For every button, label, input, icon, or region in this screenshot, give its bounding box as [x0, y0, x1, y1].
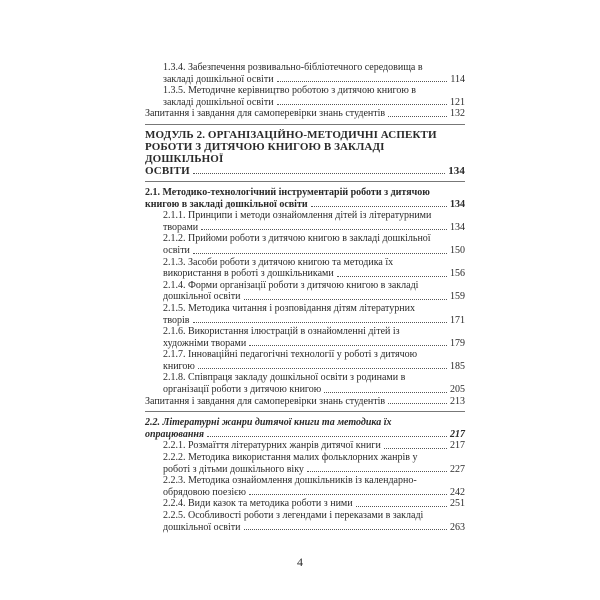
toc-entry-text: 2.2.4. Види казок та методика роботи з ними [163, 498, 353, 510]
toc-entry-text: Запитання і завдання для самоперевірки знань студентів [145, 395, 386, 407]
toc-entry-text: 2.1.6. Використання ілюстрацій в ознайомленні дітей із [163, 326, 400, 338]
toc-entry-text: використання в роботі з дошкільниками [163, 268, 334, 280]
dot-leader [193, 322, 447, 323]
dot-leader [249, 494, 447, 495]
toc-entry[interactable] [145, 452, 465, 475]
toc-page-number: 217 [450, 428, 465, 440]
dot-leader [388, 116, 447, 117]
dot-leader [201, 229, 447, 230]
toc-entry[interactable] [145, 129, 465, 177]
toc-entry[interactable] [145, 303, 465, 326]
toc-entry[interactable] [145, 498, 465, 510]
toc-entry-text: 1.3.4. Забезпечення розвивально-бібліотечного середовища в [163, 62, 423, 73]
toc-entry[interactable] [145, 187, 465, 210]
toc-entry[interactable] [145, 440, 465, 452]
toc-entry[interactable] [145, 210, 465, 233]
toc-page-number: 179 [450, 337, 465, 349]
toc-page-number: 251 [450, 498, 465, 510]
toc-entry[interactable] [145, 372, 465, 395]
toc-entry-text: 2.2.3. Методика ознайомлення дошкільників із календарно- [163, 475, 417, 487]
toc-entry-text: книгою в закладі дошкільної освіти [145, 198, 308, 210]
toc-entry-text: ОСВІТИ [145, 164, 190, 177]
toc-entry[interactable] [145, 326, 465, 349]
toc-page-number: 150 [450, 244, 465, 256]
toc-entry-text: 1.3.5. Методичне керівництво роботою з дитячою книгою в [163, 85, 417, 97]
toc-entry[interactable] [145, 417, 465, 440]
toc-entry[interactable] [145, 349, 465, 372]
dot-leader [311, 206, 447, 207]
toc-separator [145, 181, 465, 182]
toc-entry-text: 2.1.1. Принципи і методи ознайомлення дітей із літературними [163, 210, 432, 222]
dot-leader [193, 173, 445, 174]
toc-entry-text: 2.1.2. Прийоми роботи з дитячою книгою в закладі дошкільної [163, 233, 431, 245]
toc-entry-text: 2.1.3. Засоби роботи з дитячою книгою та методика їх [163, 256, 394, 268]
table-of-contents [145, 62, 465, 533]
toc-page-number: 134 [450, 198, 465, 210]
toc-entry[interactable] [145, 280, 465, 303]
toc-page-number: 171 [450, 314, 465, 326]
toc-page-number: 156 [450, 268, 465, 280]
toc-entry-text: художніми творами [163, 337, 247, 349]
toc-entry-text: дошкільної освіти [163, 521, 241, 533]
dot-leader [277, 104, 447, 105]
toc-entry-text: МОДУЛЬ 2. ОРГАНІЗАЦІЙНО-МЕТОДИЧНІ АСПЕКТИ [145, 128, 437, 141]
toc-entry-text: творами [163, 221, 199, 233]
toc-entry[interactable] [145, 396, 465, 408]
toc-entry-text: 2.1.4. Форми організації роботи з дитячою книгою в закладі [163, 279, 419, 291]
toc-entry[interactable] [145, 257, 465, 280]
toc-page-number: 213 [450, 395, 465, 407]
toc-entry-text: закладі дошкільної освіти [163, 96, 274, 108]
toc-page-number: 159 [450, 291, 465, 303]
toc-entry[interactable] [145, 62, 465, 85]
toc-entry-text: книгою [163, 360, 195, 372]
dot-leader [388, 403, 447, 404]
toc-entry-text: 2.1.8. Співпраця закладу дошкільної освіти з родинами в [163, 372, 406, 384]
dot-leader [384, 448, 447, 449]
toc-page-number: 263 [450, 521, 465, 533]
dot-leader [249, 345, 447, 346]
toc-separator [145, 124, 465, 125]
toc-entry-text: 2.2. Літературні жанри дитячої книги та методика їх [145, 417, 392, 429]
dot-leader [207, 436, 447, 437]
toc-page-number: 185 [450, 360, 465, 372]
toc-entry-text: 2.1.7. Інноваційні педагогічні технології у роботі з дитячою [163, 349, 418, 361]
toc-entry-text: Запитання і завдання для самоперевірки знань студентів [145, 108, 386, 120]
dot-leader [356, 506, 447, 507]
toc-page-number: 134 [448, 164, 465, 177]
toc-entry[interactable] [145, 510, 465, 533]
dot-leader [244, 299, 447, 300]
toc-entry-text: опрацювання [145, 428, 205, 440]
toc-entry-text: творів [163, 314, 190, 326]
toc-page-number: 114 [450, 73, 465, 85]
toc-page-number: 217 [450, 440, 465, 452]
toc-entry-text: 2.2.1. Розмаїття літературних жанрів дитячої книги [163, 440, 381, 452]
dot-leader [277, 81, 448, 82]
toc-page-number: 121 [450, 96, 465, 108]
dot-leader [324, 392, 447, 393]
toc-entry-text: 2.1. Методико-технологічний інструментарій роботи з дитячою [145, 186, 430, 198]
toc-page-number: 132 [450, 108, 465, 120]
page-number: 4 [297, 555, 303, 569]
toc-page-number: 134 [450, 221, 465, 233]
toc-entry-text: 2.2.2. Методика використання малих фольклорних жанрів у [163, 452, 418, 464]
toc-entry[interactable] [145, 85, 465, 108]
toc-entry-text: 2.1.5. Методика читання і розповідання дітям літературних [163, 302, 415, 314]
toc-entry-text: дошкільної освіти [163, 291, 241, 303]
toc-entry-text: роботі з дітьми дошкільного віку [163, 463, 304, 475]
dot-leader [337, 276, 447, 277]
toc-entry-text: РОБОТИ З ДИТЯЧОЮ КНИГОЮ В ЗАКЛАДІ ДОШКІЛЬНОЇ [145, 140, 385, 165]
toc-entry-text: обрядовою поезією [163, 486, 246, 498]
toc-entry-text: освіти [163, 244, 190, 256]
dot-leader [198, 368, 447, 369]
dot-leader [307, 471, 447, 472]
toc-entry-text: закладі дошкільної освіти [163, 73, 274, 85]
toc-page-number: 205 [450, 384, 465, 396]
toc-entry[interactable] [145, 108, 465, 120]
toc-entry-text: 2.2.5. Особливості роботи з легендами і переказами в закладі [163, 510, 424, 521]
dot-leader [193, 253, 447, 254]
toc-page-number: 227 [450, 463, 465, 475]
toc-entry[interactable] [145, 475, 465, 498]
dot-leader [244, 529, 447, 530]
toc-page-number: 242 [450, 486, 465, 498]
toc-entry[interactable] [145, 233, 465, 256]
toc-entry-text: організації роботи з дитячою книгою [163, 384, 322, 396]
toc-separator [145, 411, 465, 412]
